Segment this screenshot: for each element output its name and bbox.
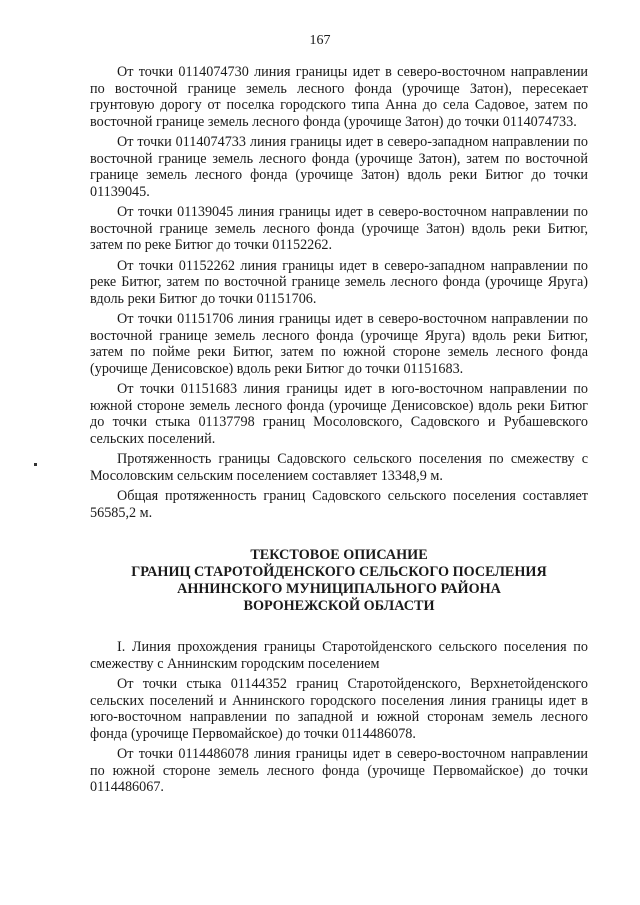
heading-line: АННИНСКОГО МУНИЦИПАЛЬНОГО РАЙОНА: [177, 581, 501, 597]
paragraph: От точки 01151683 линия границы идет в юго-восточном направлении по южной стороне земель лесного фонда (урочище Денисовское) вдоль реки Битюг до точки стыка 01137798 границ Мосоловского, Садовского и Рубашевского сельских поселений.: [90, 381, 588, 447]
heading-line: ГРАНИЦ СТАРОТОЙДЕНСКОГО СЕЛЬСКОГО ПОСЕЛЕНИЯ: [131, 564, 547, 580]
paragraph: Общая протяженность границ Садовского сельского поселения составляет 56585,2 м.: [90, 488, 588, 521]
heading-line: ВОРОНЕЖСКОЙ ОБЛАСТИ: [243, 598, 435, 614]
scan-dot-mark: [34, 463, 37, 466]
paragraph: От точки 01139045 линия границы идет в северо-восточном направлении по восточной границе земель лесного фонда (урочище Затон) вдоль реки Битюг, затем по реке Битюг до точки 01152262.: [90, 204, 588, 253]
paragraph: I. Линия прохождения границы Старотойденского сельского поселения по смежеству с Аннинским городским поселением: [90, 639, 588, 672]
document-body: [90, 64, 588, 800]
paragraph: Протяженность границы Садовского сельского поселения по смежеству с Мосоловским сельским поселением составляет 13348,9 м.: [90, 451, 588, 484]
paragraph: От точки 01152262 линия границы идет в северо-западном направлении по реке Битюг, затем по восточной границе земель лесного фонда (урочище Яруга) вдоль реки Битюг до точки 01151706.: [90, 257, 588, 307]
paragraph: От точки 0114486078 линия границы идет в северо-восточном направлении по южной стороне земель лесного фонда (урочище Первомайское) до точки 0114486067.: [90, 746, 588, 795]
paragraph: От точки 0114074730 линия границы идет в северо-восточном направлении по восточной границе земель лесного фонда (урочище Затон), пересекает грунтовую дорогу от поселка городского типа Анна до села Садовое, затем по восточной границе земель лесного фонда (урочище Затон) до точки 0114074733.: [90, 64, 588, 130]
section-heading: [90, 547, 588, 615]
paragraph: От точки 0114074733 линия границы идет в северо-западном направлении по восточной границе земель лесного фонда (урочище Затон), затем по восточной границе земель лесного фонда (урочище Затон) вдоль реки Битюг до точки 01139045.: [90, 134, 588, 200]
paragraph: От точки стыка 01144352 границ Старотойденского, Верхнетойденского сельских поселений и Аннинского городского поселения линия границы идет в юго-восточном направлении по западной и южной сторонам земель лесного фонда (урочище Первомайское) до точки 0114486078.: [90, 676, 588, 742]
heading-line: ТЕКСТОВОЕ ОПИСАНИЕ: [250, 547, 428, 563]
page-number: 167: [309, 33, 331, 48]
paragraph: От точки 01151706 линия границы идет в северо-восточном направлении по восточной границе земель лесного фонда (урочище Яруга) вдоль реки Битюг, затем по пойме реки Битюг, затем по южной стороне земель лесного фонда (урочище Денисовское) вдоль реки Битюг до точки 01151683.: [90, 311, 588, 377]
